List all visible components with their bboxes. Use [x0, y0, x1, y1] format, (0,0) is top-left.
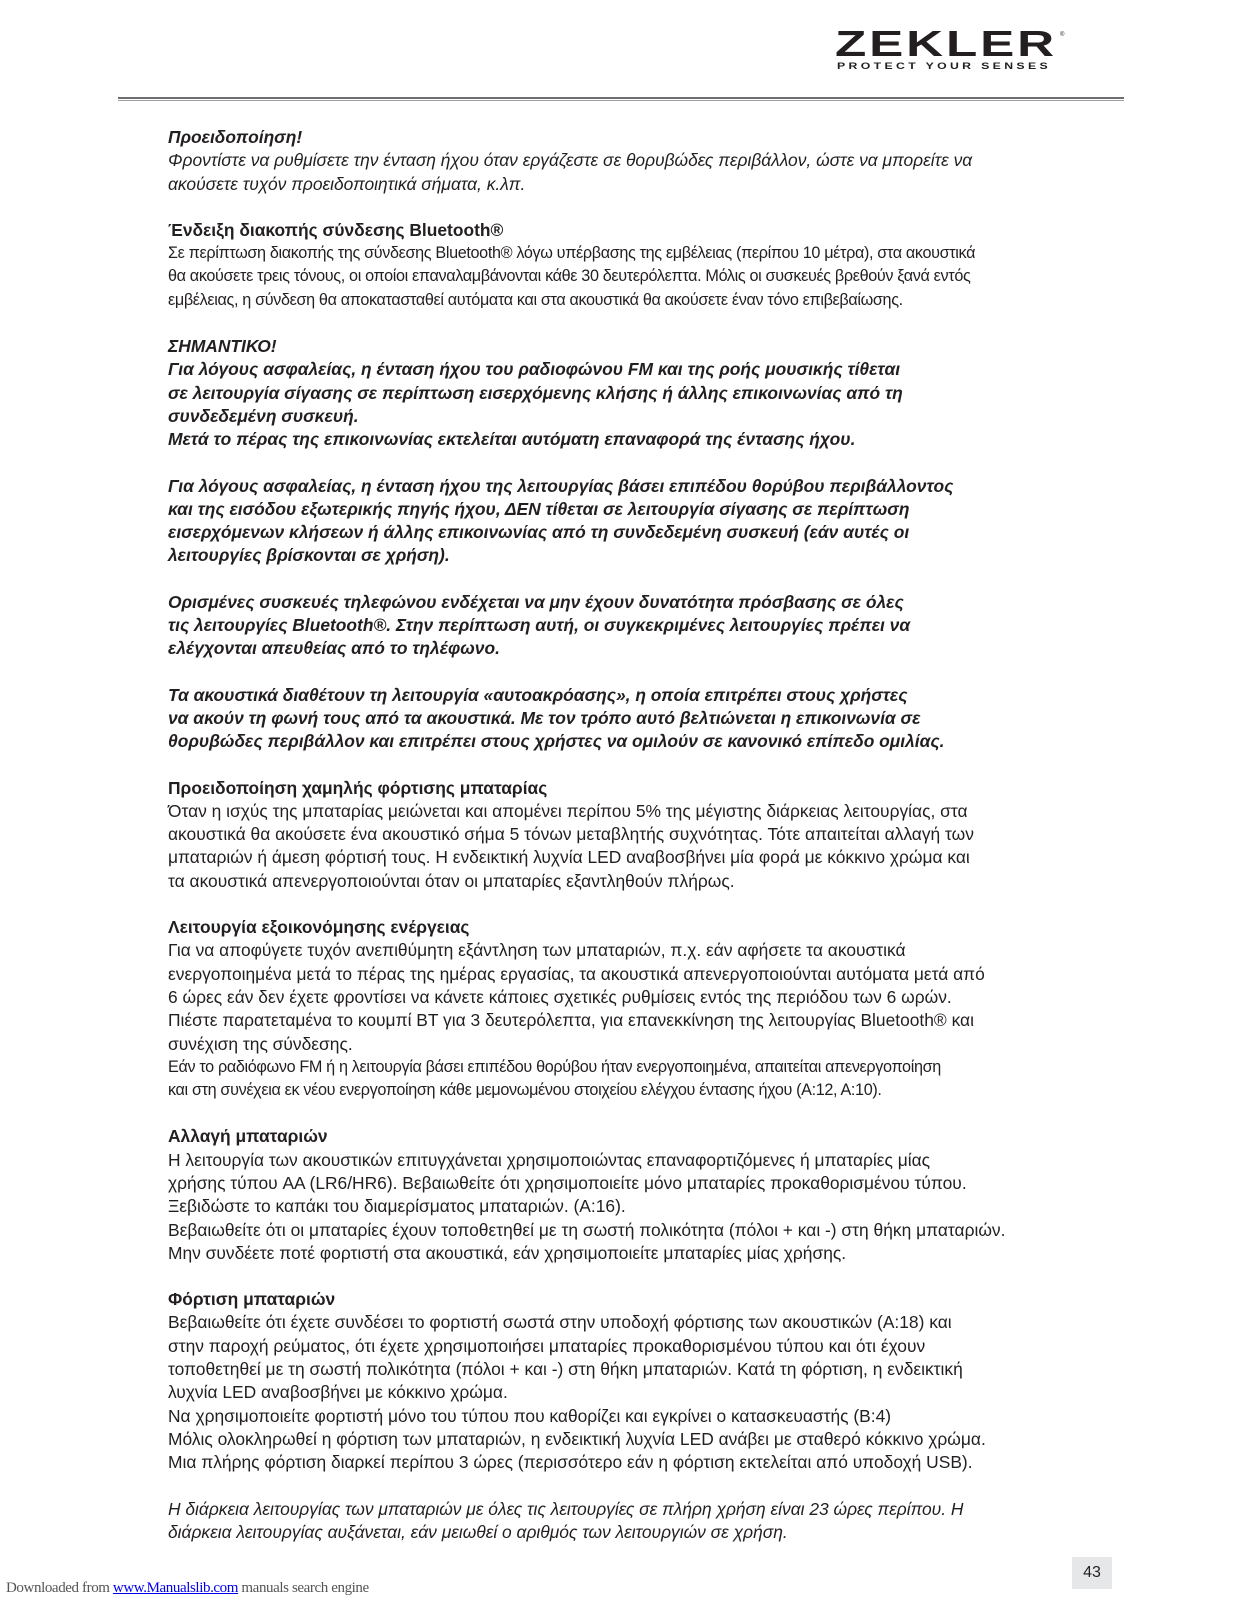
text-line: Βεβαιωθείτε ότι έχετε συνδέσει το φορτιστή σωστά στην υποδοχή φόρτισης των ακουστικών (A:18) και [168, 1312, 952, 1333]
text-line: και στη συνέχεια εκ νέου ενεργοποίηση κάθε μεμονωμένου στοιχείου ελέγχου έντασης ήχου (A:12, A:10). [168, 1081, 882, 1100]
text-line: συνδεδεμένη συσκευή. [168, 405, 359, 426]
paragraph-block [168, 777, 1080, 893]
paragraph-block [168, 126, 1080, 196]
text-line: Σε περίπτωση διακοπής της σύνδεσης Bluetooth® λόγω υπέρβασης της εμβέλειας (περίπου 10 μέτρα), στα ακουστικά [168, 244, 976, 263]
text-line: τις λειτουργίες Bluetooth®. Στην περίπτωση αυτή, οι συγκεκριμένες λειτουργίες πρέπει να [168, 615, 911, 636]
text-line: Για λόγους ασφαλείας, η ένταση ήχου της λειτουργίας βάσει επιπέδου θορύβου περιβάλλοντος [168, 475, 954, 496]
section-heading: Φόρτιση μπαταριών [168, 1289, 336, 1310]
text-line: Μόλις ολοκληρωθεί η φόρτιση των μπαταριών, η ενδεικτική λυχνία LED ανάβει με σταθερό κόκκινο χρώμα. [168, 1428, 986, 1449]
section-heading: Ένδειξη διακοπής σύνδεσης Bluetooth® [168, 219, 504, 240]
logo-brand: ZEKLER [835, 26, 1057, 64]
paragraph-block [168, 335, 1080, 451]
text-line: Μετά το πέρας της επικοινωνίας εκτελείται αυτόματη επαναφορά της έντασης ήχου. [168, 429, 856, 450]
text-line: συνέχιση της σύνδεσης. [168, 1033, 353, 1054]
text-line: και της εισόδου εξωτερικής πηγής ήχου, ΔΕΝ τίθεται σε λειτουργία σίγασης σε περίπτωση [168, 498, 910, 519]
header-rule-thin [118, 100, 1124, 101]
section-heading: Προειδοποίηση χαμηλής φόρτισης μπαταρίας [168, 777, 548, 798]
text-line: Ορισμένες συσκευές τηλεφώνου ενδέχεται να μην έχουν δυνατότητα πρόσβασης σε όλες [168, 591, 904, 612]
text-line: Η διάρκεια λειτουργίας των μπαταριών με όλες τις λειτουργίες σε πλήρη χρήση είναι 23 ώρες περίπου. Η [168, 1498, 964, 1519]
text-line: τα ακουστικά απενεργοποιούνται όταν οι μπαταρίες εξαντληθούν πλήρως. [168, 870, 735, 891]
section-heading: Λειτουργία εξοικονόμησης ενέργειας [168, 917, 470, 938]
text-line: ενεργοποιημένα μετά το πέρας της ημέρας εργασίας, τα ακουστικά απενεργοποιούνται αυτόματα μετά από [168, 963, 985, 984]
text-line: Όταν η ισχύς της μπαταρίας μειώνεται και απομένει περίπου 5% της μέγιστης διάρκειας λειτουργίας, στα [168, 800, 968, 821]
text-line: σε λειτουργία σίγασης σε περίπτωση εισερχόμενης κλήσης ή άλλης επικοινωνίας από τη [168, 382, 903, 403]
download-footer [6, 1580, 369, 1597]
section-heading: Αλλαγή μπαταριών [168, 1126, 328, 1147]
document-body [168, 126, 1080, 1567]
text-line: Ξεβιδώστε το καπάκι του διαμερίσματος μπαταριών. (A:16). [168, 1196, 626, 1217]
footer-prefix: Downloaded from [6, 1580, 113, 1596]
paragraph-block [168, 219, 1080, 312]
text-line: Για να αποφύγετε τυχόν ανεπιθύμητη εξάντληση των μπαταριών, π.χ. εάν αφήσετε τα ακουστικά [168, 940, 906, 961]
text-line: χρήσης τύπου AA (LR6/HR6). Βεβαιωθείτε ότι χρησιμοποιείτε μόνο μπαταρίες προκαθορισμένου τύπου. [168, 1172, 967, 1193]
text-line: εισερχόμενων κλήσεων ή άλλης επικοινωνίας από τη συνδεδεμένη συσκευή (εάν αυτές οι [168, 522, 910, 543]
zekler-logo [835, 26, 1075, 74]
manualslib-link[interactable]: www.Manualslib.com [112, 1580, 239, 1596]
footer-suffix: manuals search engine [238, 1580, 369, 1596]
paragraph-block [168, 475, 1080, 568]
text-line: θα ακούσετε τρεις τόνους, οι οποίοι επαναλαμβάνονται κάθε 30 δευτερόλεπτα. Μόλις οι συσκευές βρεθούν ξανά εντός [168, 267, 971, 286]
text-line: διάρκεια λειτουργίας αυξάνεται, εάν μειωθεί ο αριθμός των λειτουργιών σε χρήση. [168, 1521, 788, 1542]
text-line: 6 ώρες εάν δεν έχετε φροντίσει να κάνετε κάποιες σχετικές ρυθμίσεις εντός της περιόδου των 6 ωρών. [168, 986, 952, 1007]
text-line: ΣΗΜΑΝΤΙΚΟ! [168, 336, 277, 357]
text-line: Μια πλήρης φόρτιση διαρκεί περίπου 3 ώρες (περισσότερο εάν η φόρτιση εκτελείται από υποδοχή USB). [168, 1452, 973, 1473]
paragraph-block [168, 1498, 1080, 1545]
text-line: στην παροχή ρεύματος, ότι έχετε χρησιμοποιήσει μπαταρίες προκαθορισμένου τύπου και ότι έχουν [168, 1335, 926, 1356]
text-line: λειτουργίες βρίσκονται σε χρήση). [168, 545, 450, 566]
text-line: ακούσετε τυχόν προειδοποιητικά σήματα, κ.λπ. [168, 173, 526, 194]
text-line: Βεβαιωθείτε ότι οι μπαταρίες έχουν τοποθετηθεί με τη σωστή πολικότητα (πόλοι + και -) στη θήκη μπαταριών. [168, 1219, 1006, 1240]
svg-text:®: ® [1060, 32, 1065, 38]
text-line: θορυβώδες περιβάλλον και επιτρέπει στους χρήστες να ομιλούν σε κανονικό επίπεδο ομιλίας. [168, 731, 945, 752]
header-rule [118, 97, 1124, 99]
paragraph-block [168, 1288, 1080, 1474]
text-line: ακουστικά θα ακούσετε ένα ακουστικό σήμα 5 τόνων μεταβλητής συχνότητας. Τότε απαιτείται αλλαγή των [168, 824, 974, 845]
text-line: να ακούν τη φωνή τους από τα ακουστικά. Με τον τρόπο αυτό βελτιώνεται η επικοινωνία σε [168, 707, 921, 728]
logo-tagline: PROTECT YOUR SENSES [837, 61, 1051, 72]
text-line: Μην συνδέετε ποτέ φορτιστή στα ακουστικά, εάν χρησιμοποιείτε μπαταρίες μίας χρήσης. [168, 1242, 847, 1263]
text-line: εμβέλειας, η σύνδεση θα αποκατασταθεί αυτόματα και στα ακουστικά θα ακούσετε έναν τόνο επιβεβαίωσης. [168, 290, 903, 309]
section-heading: Προειδοποίηση! [168, 127, 303, 147]
page-number: 43 [1072, 1557, 1112, 1589]
text-line: τοποθετηθεί με τη σωστή πολικότητα (πόλοι + και -) στη θήκη μπαταριών. Κατά τη φόρτιση, η ενδεικτική [168, 1359, 963, 1380]
text-line: Τα ακουστικά διαθέτουν τη λειτουργία «αυτοακρόασης», η οποία επιτρέπει στους χρήστες [168, 684, 908, 705]
zekler-logo-mark [835, 26, 1075, 74]
text-line: Φροντίστε να ρυθμίσετε την ένταση ήχου όταν εργάζεστε σε θορυβώδες περιβάλλον, ώστε να μπορείτε να [168, 150, 973, 171]
text-line: Πιέστε παρατεταμένα το κουμπί BT για 3 δευτερόλεπτα, για επανεκκίνηση της λειτουργίας Bluetooth® και [168, 1010, 974, 1031]
text-line: Η λειτουργία των ακουστικών επιτυγχάνεται χρησιμοποιώντας επαναφορτιζόμενες ή μπαταρίες μίας [168, 1149, 931, 1170]
text-line: λυχνία LED αναβοσβήνει με κόκκινο χρώμα. [168, 1382, 508, 1403]
paragraph-block [168, 916, 1080, 1102]
text-line: μπαταριών ή άμεση φόρτισή τους. Η ενδεικτική λυχνία LED αναβοσβήνει μία φορά με κόκκινο χρώμα και [168, 847, 970, 868]
text-line: ελέγχονται απευθείας από το τηλέφωνο. [168, 638, 500, 659]
text-line: Να χρησιμοποιείτε φορτιστή μόνο του τύπου που καθορίζει και εγκρίνει ο κατασκευαστής (B:4) [168, 1405, 892, 1426]
text-line: Εάν το ραδιόφωνο FM ή η λειτουργία βάσει επιπέδου θορύβου ήταν ενεργοποιημένα, απαιτείται απενεργοποίηση [168, 1057, 941, 1076]
paragraph-block [168, 684, 1080, 754]
text-line: Για λόγους ασφαλείας, η ένταση ήχου του ραδιοφώνου FM και της ροής μουσικής τίθεται [168, 359, 901, 380]
paragraph-block [168, 591, 1080, 661]
paragraph-block [168, 1125, 1080, 1265]
